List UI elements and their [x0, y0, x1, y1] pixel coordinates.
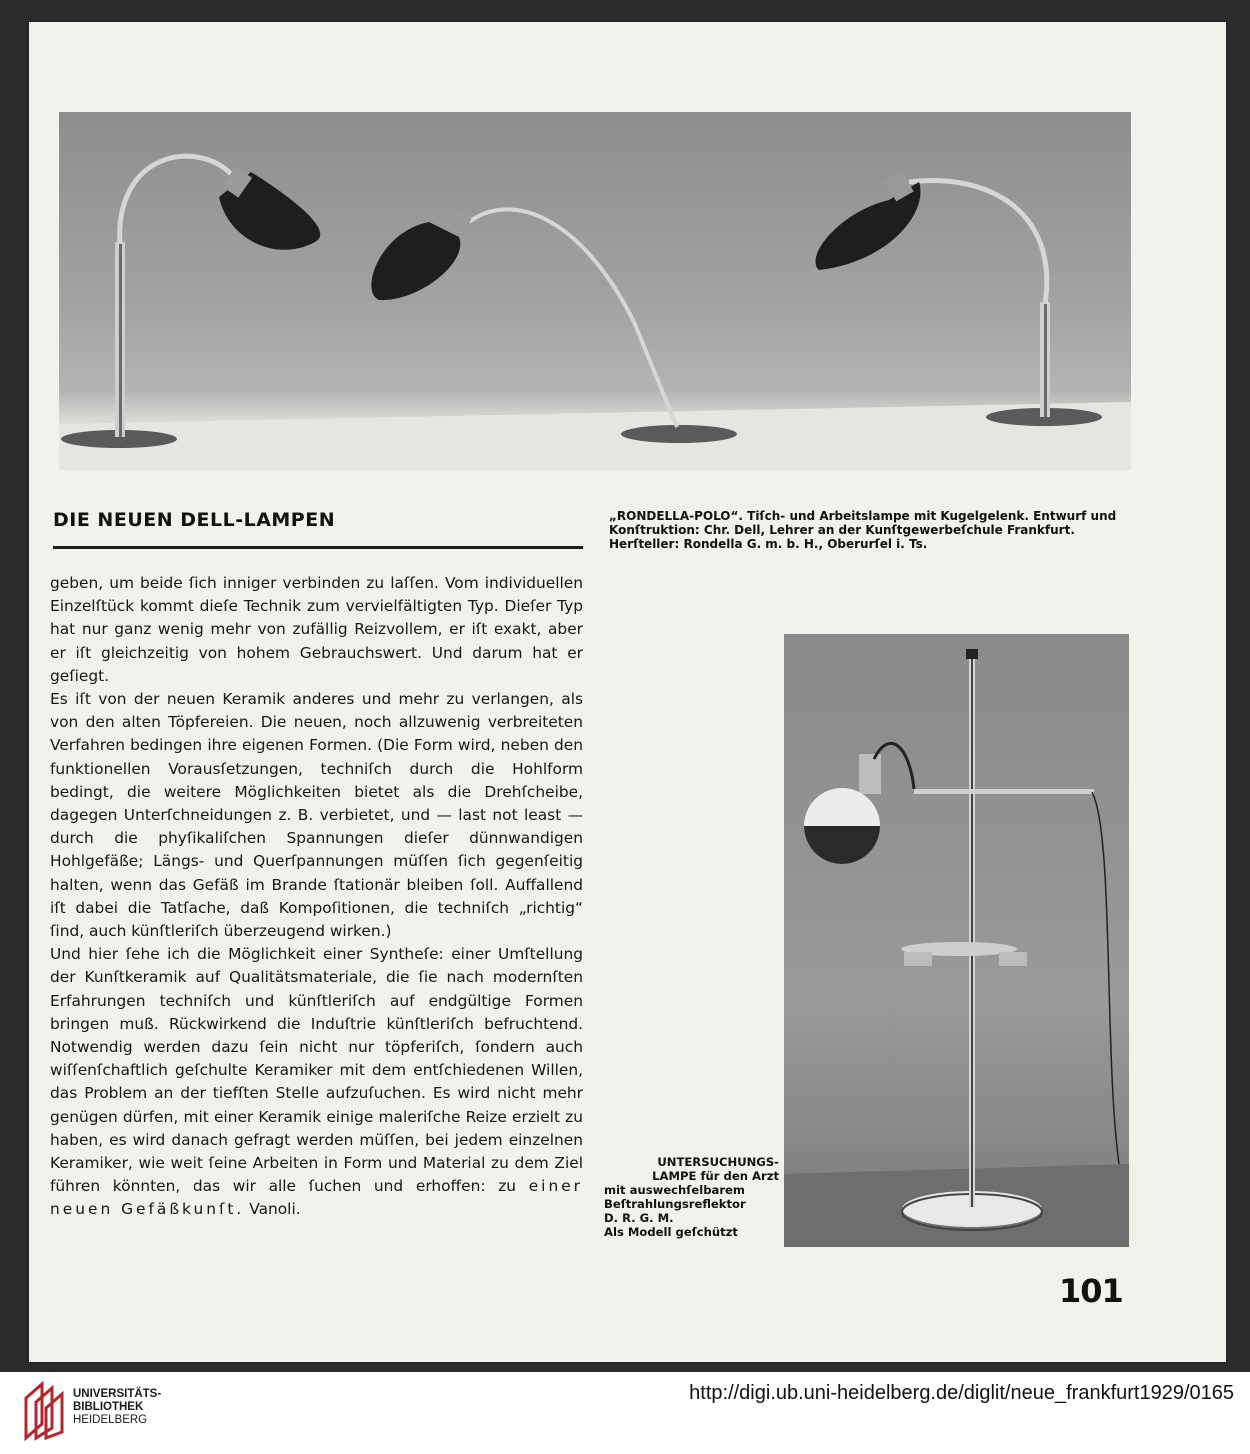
caption-right-line-6: Als Modell geſchützt [604, 1225, 738, 1239]
library-name-line-1: UNIVERSITÄTS- [73, 1388, 162, 1400]
caption-rondella-polo: „RONDELLA-POLO“. Tiſch- und Arbeitslampe mit Kugelgelenk. Entwurf und Konſtruktion: Chr. Dell, Lehrer an der Kunſtgewerbeſchule Frankfurt. Herſteller: Rondella G. m. b. H., Oberurſel i. Ts. [609, 509, 1117, 551]
article-body [50, 572, 583, 1222]
page-number: 101 [1059, 1272, 1123, 1310]
article-author: Vanoli. [249, 1200, 301, 1219]
headline-rule [53, 546, 583, 549]
photo-three-lamps [59, 112, 1131, 470]
article-headline: DIE NEUEN DELL-LAMPEN [53, 509, 336, 531]
body-paragraph-3 [50, 943, 583, 1221]
body-paragraph-3-text: Und hier ſehe ich die Möglichkeit einer Syntheſe: einer Umſtellung der Kunſtkeramik auf Qualitätsmateriale, die ſie nach modernſten Erfahrungen techniſch und künſtleriſch auf endgültige Formen bringen muß. Rückwirkend die Induſtrie künſtleriſch befruchtend. Notwendig werden dazu ſein nicht nur töpferiſch, ſondern auch wiſſenſchaftlich geſchulte Keramiker mit dem entſchiedenen Willen, das Problem an der tiefſten Stelle aufzuſuchen. Es wird nicht mehr genügen dürfen, mit einer Keramik einige maleriſche Reize erzielt zu haben, es wird danach gefragt werden müſſen, bei jedem einzelnen Keramiker, wie weit ſeine Arbeiten in Form und Material zu dem Ziel führen könnten, das wir alle ſuchen und erhoffen: zu [50, 945, 583, 1196]
magazine-page [29, 22, 1226, 1362]
photo-examination-lamp [784, 634, 1129, 1247]
source-url-link[interactable]: http://digi.ub.uni-heidelberg.de/diglit/neue_frankfurt1929/0165 [689, 1382, 1234, 1404]
body-paragraph-1: geben, um beide ſich inniger verbinden zu laſſen. Vom individuellen Einzelſtück kommt dieſe Technik zum vervielfältigten Typ. Dieſer Typ hat nur ganz wenig mehr von zufällig Reizvollem, er iſt exakt, aber er iſt gleichzeitig von hohem Gebrauchswert. Und darum hat er geſiegt. [50, 574, 583, 685]
lamps-illustration [59, 112, 1131, 470]
caption-right-line-4: Beſtrahlungsreflektor [604, 1197, 746, 1211]
examination-lamp-illustration [784, 634, 1129, 1247]
library-name-line-2: BIBLIOTHEK [73, 1401, 144, 1413]
caption-right-line-2: LAMPE für den Arzt [652, 1169, 779, 1183]
library-name[interactable] [73, 1388, 161, 1427]
caption-examination-lamp [604, 1155, 779, 1239]
caption-right-line-5: D. R. G. M. [604, 1211, 674, 1225]
footer-bar [0, 1372, 1250, 1454]
body-emphasis: einer neuen Gefäßkunſt. [50, 1177, 583, 1219]
caption-right-line-1: UNTERSUCHUNGS- [657, 1155, 779, 1169]
university-library-logo-icon[interactable] [20, 1380, 66, 1442]
caption-right-line-3: mit auswechſelbarem [604, 1183, 745, 1197]
body-paragraph-2: Es iſt von der neuen Keramik anderes und mehr zu verlangen, als von den alten Töpfereien. Die neuen, noch allzuwenig verbreiteten Verfahren bedingen ihre eigenen Formen. (Die Form wird, neben den funktionellen Vorausſetzungen, techniſch durch die Hohlform bedingt, die weitere Möglichkeiten bietet als die Drehſcheibe, dagegen Unterſchneidungen z. B. verbietet, und — last not least — durch die phyſikaliſchen Spannungen dieſer dünnwandigen Hohlgefäße; Längs- und Querſpannungen müſſen ſich gegenſeitig halten, wenn das Gefäß im Brande ſtationär bleiben ſoll. Auffallend iſt dabei die Tatſache, daß Kompoſitionen, die techniſch „richtig“ ſind, auch künſtleriſch überzeugend wirken.) [50, 690, 583, 941]
library-name-line-3: HEIDELBERG [73, 1414, 148, 1426]
